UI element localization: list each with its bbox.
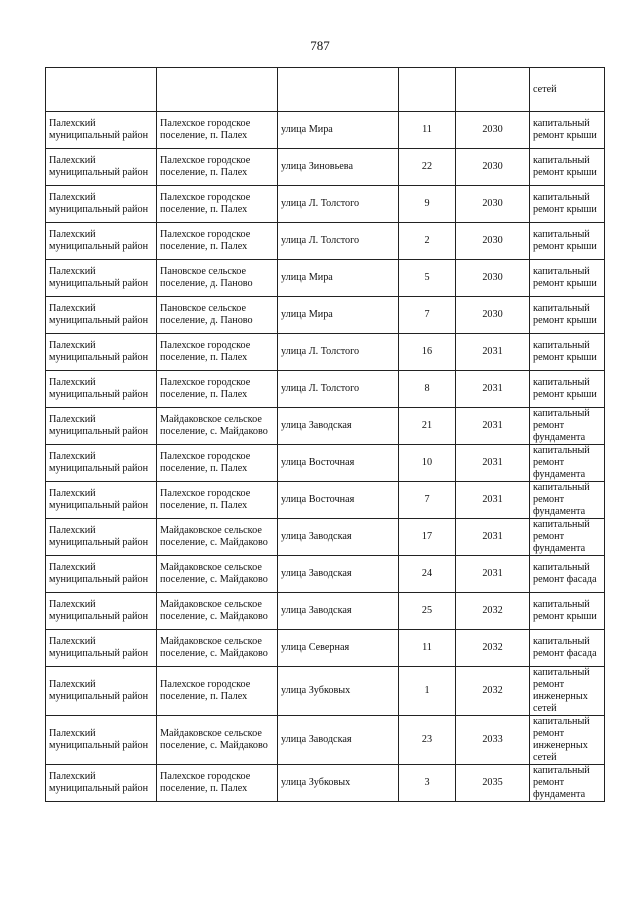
street-cell: улица Л. Толстого bbox=[278, 371, 399, 408]
table-row bbox=[46, 334, 605, 371]
work-type-cell: капитальный ремонт крыши bbox=[530, 186, 605, 223]
settlement-cell bbox=[157, 68, 278, 112]
year-cell: 2031 bbox=[456, 482, 530, 519]
work-type-cell: капитальный ремонт крыши bbox=[530, 112, 605, 149]
house-cell: 2 bbox=[399, 223, 456, 260]
year-cell: 2032 bbox=[456, 667, 530, 716]
table-row bbox=[46, 445, 605, 482]
district-cell: Палехский муниципальный район bbox=[46, 334, 157, 371]
street-cell: улица Мира bbox=[278, 112, 399, 149]
settlement-cell: Майдаковское сельское поселение, с. Майдаково bbox=[157, 519, 278, 556]
table-body bbox=[46, 68, 605, 802]
work-type-cell: капитальный ремонт фундамента bbox=[530, 765, 605, 802]
settlement-cell: Майдаковское сельское поселение, с. Майдаково bbox=[157, 556, 278, 593]
district-cell: Палехский муниципальный район bbox=[46, 765, 157, 802]
house-cell: 22 bbox=[399, 149, 456, 186]
district-cell: Палехский муниципальный район bbox=[46, 716, 157, 765]
table-row bbox=[46, 149, 605, 186]
year-cell: 2030 bbox=[456, 149, 530, 186]
street-cell: улица Заводская bbox=[278, 556, 399, 593]
district-cell: Палехский муниципальный район bbox=[46, 519, 157, 556]
district-cell: Палехский муниципальный район bbox=[46, 408, 157, 445]
year-cell: 2030 bbox=[456, 297, 530, 334]
street-cell: улица Заводская bbox=[278, 408, 399, 445]
year-cell: 2031 bbox=[456, 445, 530, 482]
district-cell: Палехский муниципальный район bbox=[46, 260, 157, 297]
house-cell: 7 bbox=[399, 297, 456, 334]
work-type-cell: капитальный ремонт инженерных сетей bbox=[530, 667, 605, 716]
settlement-cell: Палехское городское поселение, п. Палех bbox=[157, 149, 278, 186]
settlement-cell: Пановское сельское поселение, д. Паново bbox=[157, 260, 278, 297]
district-cell: Палехский муниципальный район bbox=[46, 630, 157, 667]
year-cell: 2035 bbox=[456, 765, 530, 802]
table-row bbox=[46, 260, 605, 297]
work-type-cell: капитальный ремонт фундамента bbox=[530, 408, 605, 445]
work-type-cell: капитальный ремонт крыши bbox=[530, 149, 605, 186]
work-type-cell: капитальный ремонт крыши bbox=[530, 260, 605, 297]
year-cell: 2031 bbox=[456, 408, 530, 445]
house-cell: 3 bbox=[399, 765, 456, 802]
page-number: 787 bbox=[310, 38, 330, 53]
street-cell: улица Л. Толстого bbox=[278, 186, 399, 223]
house-cell: 24 bbox=[399, 556, 456, 593]
table-row bbox=[46, 408, 605, 445]
district-cell: Палехский муниципальный район bbox=[46, 556, 157, 593]
street-cell: улица Мира bbox=[278, 297, 399, 334]
settlement-cell: Палехское городское поселение, п. Палех bbox=[157, 186, 278, 223]
year-cell: 2030 bbox=[456, 186, 530, 223]
house-cell: 8 bbox=[399, 371, 456, 408]
year-cell: 2030 bbox=[456, 260, 530, 297]
street-cell: улица Зубковых bbox=[278, 765, 399, 802]
work-type-cell: капитальный ремонт крыши bbox=[530, 297, 605, 334]
street-cell: улица Восточная bbox=[278, 445, 399, 482]
house-cell: 23 bbox=[399, 716, 456, 765]
house-cell: 11 bbox=[399, 112, 456, 149]
house-cell: 16 bbox=[399, 334, 456, 371]
district-cell: Палехский муниципальный район bbox=[46, 186, 157, 223]
year-cell: 2031 bbox=[456, 556, 530, 593]
settlement-cell: Палехское городское поселение, п. Палех bbox=[157, 765, 278, 802]
work-type-cell: капитальный ремонт фундамента bbox=[530, 519, 605, 556]
year-cell: 2032 bbox=[456, 593, 530, 630]
district-cell bbox=[46, 68, 157, 112]
street-cell: улица Л. Толстого bbox=[278, 334, 399, 371]
housing-repair-table bbox=[45, 67, 605, 802]
work-type-cell: капитальный ремонт крыши bbox=[530, 593, 605, 630]
settlement-cell: Майдаковское сельское поселение, с. Майдаково bbox=[157, 716, 278, 765]
district-cell: Палехский муниципальный район bbox=[46, 667, 157, 716]
district-cell: Палехский муниципальный район bbox=[46, 445, 157, 482]
house-cell: 7 bbox=[399, 482, 456, 519]
settlement-cell: Майдаковское сельское поселение, с. Майдаково bbox=[157, 630, 278, 667]
work-type-cell: капитальный ремонт фасада bbox=[530, 630, 605, 667]
work-type-cell: капитальный ремонт фундамента bbox=[530, 482, 605, 519]
work-type-cell: капитальный ремонт крыши bbox=[530, 334, 605, 371]
house-cell: 25 bbox=[399, 593, 456, 630]
table-row bbox=[46, 297, 605, 334]
district-cell: Палехский муниципальный район bbox=[46, 371, 157, 408]
district-cell: Палехский муниципальный район bbox=[46, 149, 157, 186]
work-type-cell: капитальный ремонт фундамента bbox=[530, 445, 605, 482]
work-type-cell: капитальный ремонт фасада bbox=[530, 556, 605, 593]
street-cell bbox=[278, 68, 399, 112]
table-row bbox=[46, 630, 605, 667]
house-cell: 11 bbox=[399, 630, 456, 667]
street-cell: улица Заводская bbox=[278, 716, 399, 765]
table-row bbox=[46, 765, 605, 802]
settlement-cell: Пановское сельское поселение, д. Паново bbox=[157, 297, 278, 334]
house-cell: 10 bbox=[399, 445, 456, 482]
street-cell: улица Заводская bbox=[278, 593, 399, 630]
district-cell: Палехский муниципальный район bbox=[46, 297, 157, 334]
house-cell: 21 bbox=[399, 408, 456, 445]
settlement-cell: Палехское городское поселение, п. Палех bbox=[157, 667, 278, 716]
settlement-cell: Палехское городское поселение, п. Палех bbox=[157, 223, 278, 260]
table-row bbox=[46, 223, 605, 260]
year-cell bbox=[456, 68, 530, 112]
district-cell: Палехский муниципальный район bbox=[46, 112, 157, 149]
settlement-cell: Палехское городское поселение, п. Палех bbox=[157, 445, 278, 482]
table-row bbox=[46, 482, 605, 519]
house-cell: 17 bbox=[399, 519, 456, 556]
work-type-cell: капитальный ремонт инженерных сетей bbox=[530, 716, 605, 765]
house-cell: 1 bbox=[399, 667, 456, 716]
year-cell: 2031 bbox=[456, 519, 530, 556]
table-row bbox=[46, 519, 605, 556]
year-cell: 2033 bbox=[456, 716, 530, 765]
table-row bbox=[46, 556, 605, 593]
table-row bbox=[46, 593, 605, 630]
year-cell: 2030 bbox=[456, 223, 530, 260]
settlement-cell: Майдаковское сельское поселение, с. Майдаково bbox=[157, 593, 278, 630]
continuation-row bbox=[46, 68, 605, 112]
table-row bbox=[46, 371, 605, 408]
house-cell: 9 bbox=[399, 186, 456, 223]
street-cell: улица Заводская bbox=[278, 519, 399, 556]
street-cell: улица Восточная bbox=[278, 482, 399, 519]
work-type-cell: сетей bbox=[530, 68, 605, 112]
year-cell: 2030 bbox=[456, 112, 530, 149]
street-cell: улица Северная bbox=[278, 630, 399, 667]
settlement-cell: Палехское городское поселение, п. Палех bbox=[157, 371, 278, 408]
year-cell: 2031 bbox=[456, 371, 530, 408]
year-cell: 2032 bbox=[456, 630, 530, 667]
street-cell: улица Мира bbox=[278, 260, 399, 297]
street-cell: улица Зубковых bbox=[278, 667, 399, 716]
street-cell: улица Зиновьева bbox=[278, 149, 399, 186]
table-row bbox=[46, 667, 605, 716]
district-cell: Палехский муниципальный район bbox=[46, 482, 157, 519]
settlement-cell: Палехское городское поселение, п. Палех bbox=[157, 482, 278, 519]
table-row bbox=[46, 716, 605, 765]
house-cell bbox=[399, 68, 456, 112]
settlement-cell: Палехское городское поселение, п. Палех bbox=[157, 112, 278, 149]
district-cell: Палехский муниципальный район bbox=[46, 223, 157, 260]
district-cell: Палехский муниципальный район bbox=[46, 593, 157, 630]
house-cell: 5 bbox=[399, 260, 456, 297]
table-row bbox=[46, 112, 605, 149]
work-type-cell: капитальный ремонт крыши bbox=[530, 223, 605, 260]
settlement-cell: Палехское городское поселение, п. Палех bbox=[157, 334, 278, 371]
year-cell: 2031 bbox=[456, 334, 530, 371]
work-type-cell: капитальный ремонт крыши bbox=[530, 371, 605, 408]
table-row bbox=[46, 186, 605, 223]
street-cell: улица Л. Толстого bbox=[278, 223, 399, 260]
settlement-cell: Майдаковское сельское поселение, с. Майдаково bbox=[157, 408, 278, 445]
